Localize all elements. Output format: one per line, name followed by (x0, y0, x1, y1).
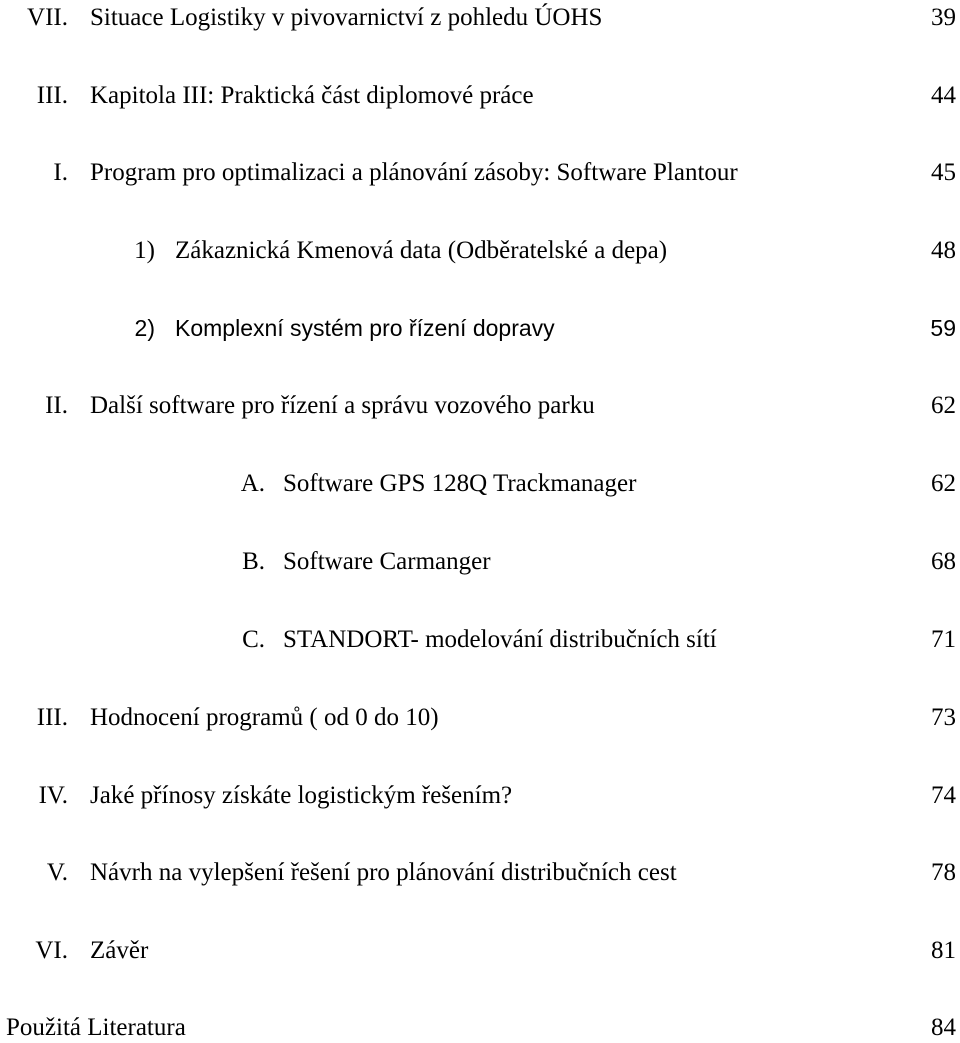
toc-entry-page: 71 (931, 626, 956, 653)
toc-entry-title: Software GPS 128Q Trackmanager (283, 470, 637, 497)
toc-entry-number: IV. (38, 782, 68, 809)
toc-entry[interactable] (0, 391, 960, 421)
toc-entry-number: VII. (27, 4, 68, 31)
toc-entry-page: 68 (931, 548, 956, 575)
toc-entry-title: Zákaznická Kmenová data (Odběratelské a depa) (175, 237, 668, 264)
toc-entry-number: A. (240, 470, 265, 497)
toc-entry-title: Závěr (90, 937, 149, 964)
toc-entry-title: Kapitola III: Praktická část diplomové práce (90, 82, 534, 109)
toc-entry-number: III. (36, 704, 68, 731)
toc-entry[interactable] (0, 469, 960, 499)
toc-entry[interactable] (0, 81, 960, 111)
toc-entry-page: 78 (931, 859, 956, 886)
toc-entry-title: Hodnocení programů ( od 0 do 10) (90, 704, 439, 731)
toc-entry[interactable] (0, 236, 960, 266)
toc-entry-page: 62 (931, 470, 956, 497)
toc-entry[interactable] (0, 858, 960, 888)
toc-entry-page: 74 (931, 782, 956, 809)
toc-entry-page: 45 (931, 159, 956, 186)
toc-entry-page: 84 (931, 1014, 956, 1041)
toc-entry[interactable] (0, 313, 960, 343)
toc-entry-number: 1) (134, 237, 155, 264)
toc-entry[interactable] (0, 703, 960, 733)
toc-entry-number: C. (242, 626, 265, 653)
toc-entry-title: Komplexní systém pro řízení dopravy (175, 315, 555, 341)
toc-entry-page: 48 (931, 237, 956, 264)
toc-entry-number: II. (45, 392, 68, 419)
toc-entry-page: 81 (931, 937, 956, 964)
toc-entry[interactable] (0, 158, 960, 188)
toc-entry-number: I. (53, 159, 68, 186)
toc-entry-title: Jaké přínosy získáte logistickým řešením? (90, 782, 513, 809)
toc-entry-page: 62 (931, 392, 956, 419)
toc-entry-number: 2) (134, 315, 155, 341)
toc-entry[interactable] (0, 936, 960, 966)
toc-entry-number: V. (46, 859, 68, 886)
toc-entry-number: III. (36, 82, 68, 109)
toc-entry-title: Software Carmanger (283, 548, 491, 575)
toc-entry-title: Program pro optimalizaci a plánování zásoby: Software Plantour (90, 159, 738, 186)
toc-entry-title: STANDORT- modelování distribučních sítí (283, 626, 717, 653)
toc-entry[interactable] (0, 3, 960, 33)
toc-entry[interactable] (0, 781, 960, 811)
toc-entry-page: 39 (931, 4, 956, 31)
toc-entry-page: 73 (931, 704, 956, 731)
toc-entry-title: Další software pro řízení a správu vozového parku (90, 392, 595, 419)
toc-entry[interactable] (0, 1013, 960, 1043)
toc-entry-page: 59 (930, 315, 956, 341)
toc-entry[interactable] (0, 625, 960, 655)
toc-entry[interactable] (0, 547, 960, 577)
toc-entry-page: 44 (931, 82, 956, 109)
toc-entry-title: Použitá Literatura (6, 1014, 186, 1041)
toc-entry-number: VI. (35, 937, 68, 964)
toc-entry-title: Situace Logistiky v pivovarnictví z pohledu ÚOHS (90, 4, 603, 31)
toc-entry-title: Návrh na vylepšení řešení pro plánování distribučních cest (90, 859, 677, 886)
toc-entry-number: B. (242, 548, 265, 575)
